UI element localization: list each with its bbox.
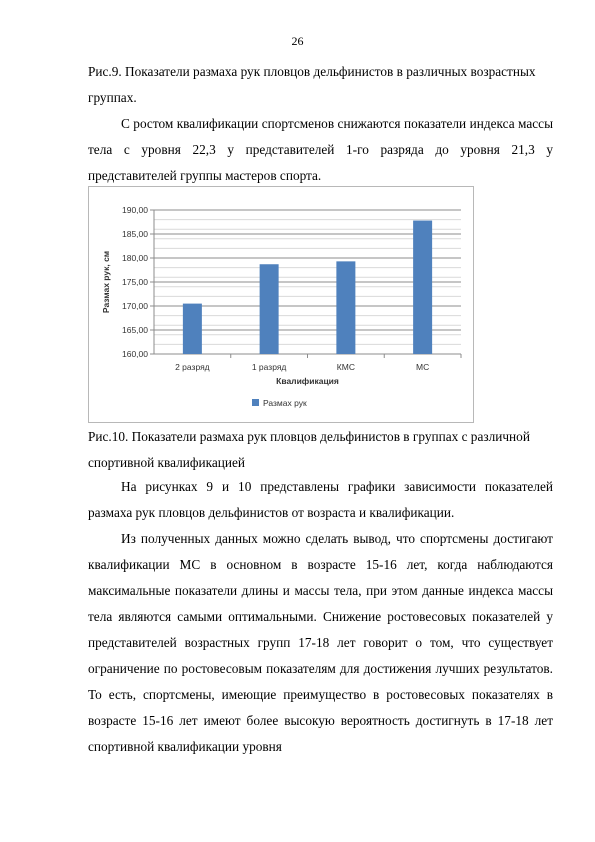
paragraph-1: С ростом квалификации спортсменов снижаются показатели индекса массы тела с уровня 22,3 у представителей 1-го разряда до уровня 21,3 у представителей группы мастеров спорта. — [88, 116, 553, 183]
bar — [260, 264, 279, 354]
y-tick-label: 160,00 — [122, 349, 148, 359]
chart-container — [88, 186, 474, 423]
bar — [183, 304, 202, 354]
y-tick-label: 170,00 — [122, 301, 148, 311]
x-tick-label: 2 разряд — [175, 362, 210, 372]
bar — [336, 261, 355, 354]
x-tick-label: 1 разряд — [251, 362, 287, 372]
legend-label: Размах рук — [263, 398, 307, 408]
y-tick-label: 190,00 — [122, 205, 148, 215]
paragraph-2-container — [88, 474, 553, 526]
figure-9-caption: Рис.9. Показатели размаха рук пловцов дельфинистов в различных возрастных группах. — [88, 64, 536, 105]
paragraph-1-container — [88, 111, 553, 189]
paragraph-2: На рисунках 9 и 10 представлены графики зависимости показателей размаха рук пловцов дельфинистов от возраста и квалификации. — [88, 479, 553, 520]
y-tick-label: 185,00 — [122, 229, 148, 239]
x-axis-title: Квалификация — [276, 376, 339, 386]
x-tick-label: МС — [416, 362, 430, 372]
figure-10-caption: Рис.10. Показатели размаха рук пловцов дельфинистов в группах с различной спортивной квалификацией — [88, 429, 530, 470]
y-tick-label: 175,00 — [122, 277, 148, 287]
y-tick-label: 165,00 — [122, 325, 148, 335]
paragraph-3: Из полученных данных можно сделать вывод, что спортсмены достигают квалификации МС в основном в возрасте 15-16 лет, когда наблюдаются максимальные показатели длины и массы тела, при этом данные индекса массы тела являются самыми оптимальными. Снижение ростовесовых показателей у представителей возрастных групп 17-18 лет говорит о том, что существует ограничение по ростовесовым показателям для достижения лучших результатов. То есть, спортсмены, имеющие преимущество в ростовесовых показателях в возрасте 15-16 лет имеют более высокую вероятность достигнуть в 17-18 лет спортивной квалификации уровня — [88, 531, 553, 754]
bar — [413, 221, 432, 354]
y-tick-label: 180,00 — [122, 253, 148, 263]
y-axis-title: Размах рук, см — [101, 250, 111, 314]
bar-chart — [89, 187, 473, 422]
legend-swatch — [252, 399, 259, 406]
x-tick-label: КМС — [336, 362, 355, 372]
paragraph-3-container — [88, 526, 553, 760]
page-number: 26 — [291, 34, 304, 48]
